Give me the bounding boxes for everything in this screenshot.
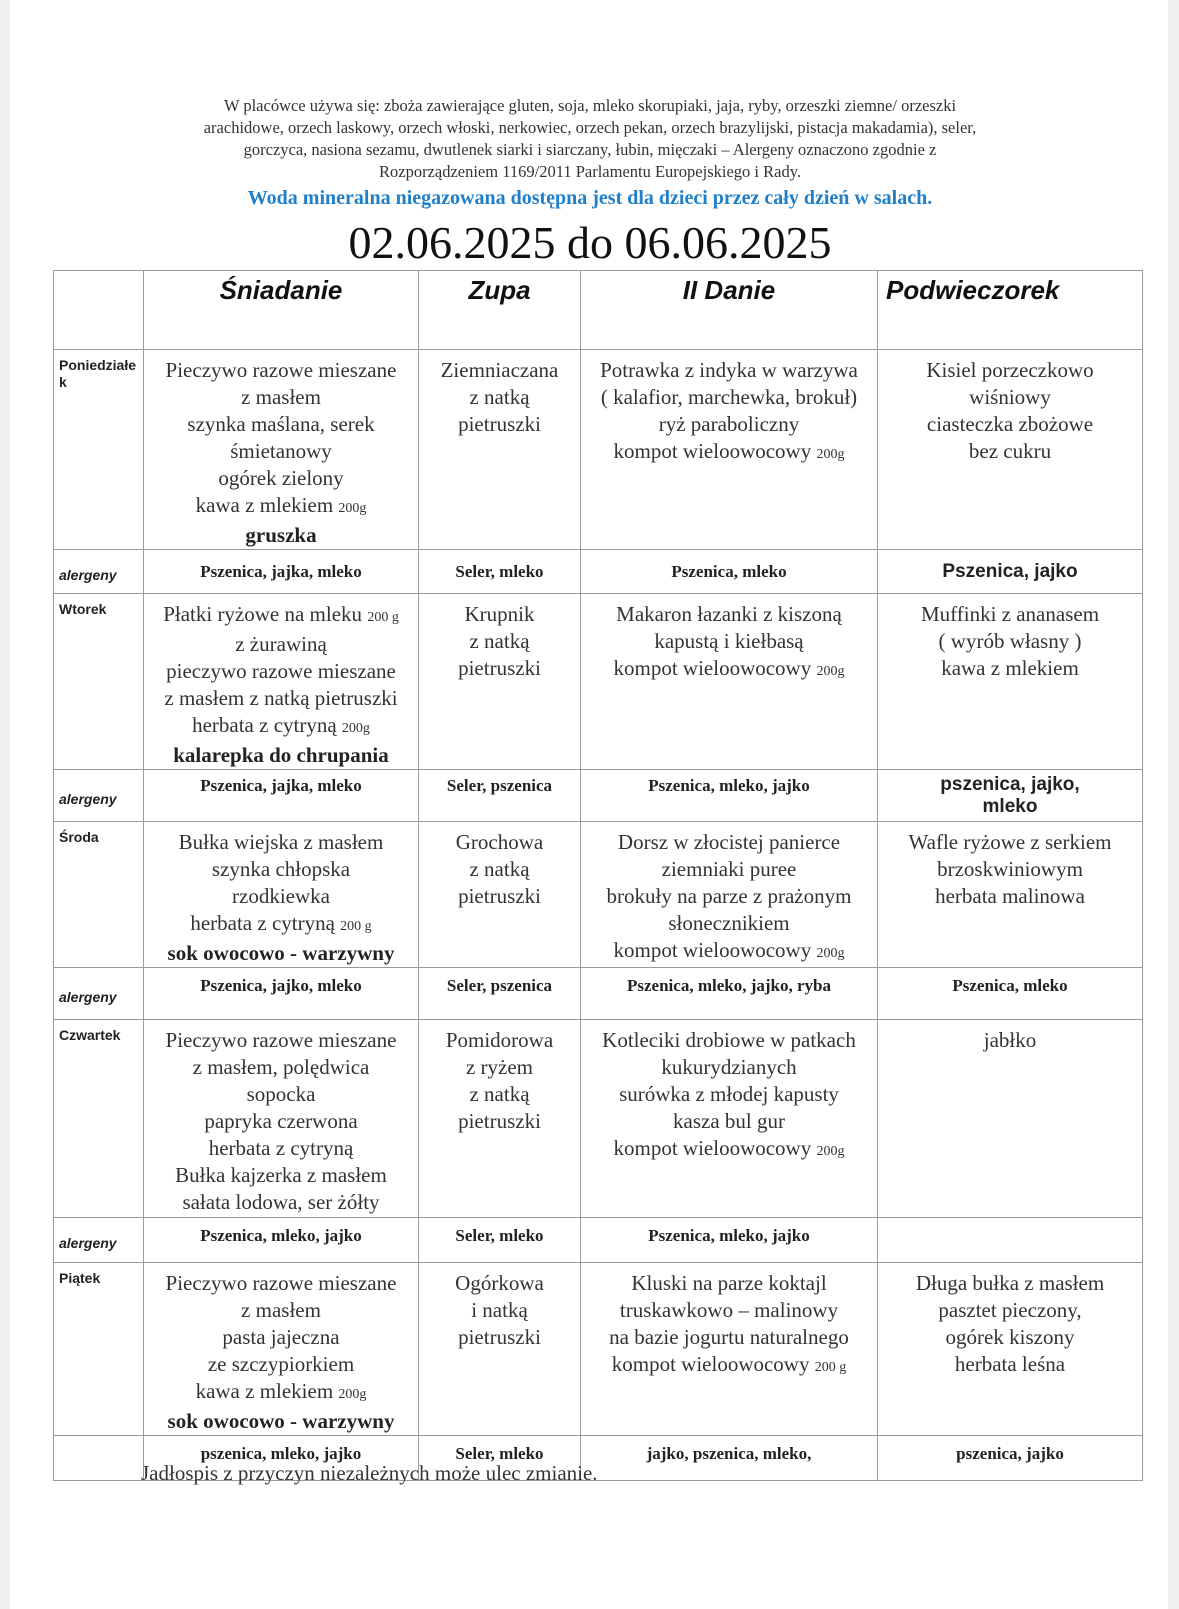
breakfast-cell — [144, 822, 419, 968]
menu-item — [581, 655, 877, 685]
col-soup-header: Zupa — [419, 271, 581, 350]
menu-item: pietruszki — [458, 1109, 541, 1133]
menu-item — [144, 601, 418, 631]
menu-item: sopocka — [246, 1082, 316, 1106]
allergen-cell: Pszenica, mleko, jajko, ryba — [581, 968, 878, 1020]
soup-cell — [419, 1020, 581, 1218]
snack-cell — [878, 594, 1143, 770]
allergen-cell: Pszenica, mleko — [878, 968, 1143, 1020]
table-row — [54, 594, 1143, 770]
day-label: Środa — [54, 822, 144, 968]
allergen-cell: Pszenica, jajka, mleko — [144, 770, 419, 822]
allergen-cell: Pszenica, mleko, jajko — [581, 1218, 878, 1263]
menu-item-text: kompot wieloowocowy — [613, 1136, 812, 1160]
menu-item-text: kawa z mlekiem — [195, 493, 334, 517]
portion-size: 200g — [338, 1387, 367, 1402]
menu-item: z natką — [469, 629, 530, 653]
menu-item-text: kawa z mlekiem — [195, 1379, 334, 1403]
menu-item: z masłem — [241, 385, 321, 409]
menu-item: brokuły na parze z prażonym — [606, 884, 852, 908]
date-range: 02.06.2025 do 06.06.2025 — [348, 217, 832, 268]
allergen-cell: Seler, mleko — [419, 550, 581, 594]
allergen-cell: Pszenica, jajko — [878, 550, 1143, 594]
breakfast-cell — [144, 594, 419, 770]
menu-item: surówka z młodej kapusty — [619, 1082, 839, 1106]
snack-cell — [878, 822, 1143, 968]
menu-item — [581, 438, 877, 468]
menu-item-text: kompot wieloowocowy — [613, 439, 812, 463]
menu-item: Kluski na parze koktajl — [631, 1271, 827, 1295]
table-row — [54, 1263, 1143, 1436]
header-empty-cell — [54, 271, 144, 350]
menu-item: kapustą i kiełbasą — [654, 629, 804, 653]
menu-item: ogórek kiszony — [945, 1325, 1075, 1349]
menu-item: kalarepka do chrupania — [173, 743, 389, 767]
menu-item: herbata malinowa — [935, 884, 1085, 908]
menu-item-text: kompot wieloowocowy — [613, 656, 812, 680]
menu-item: z natką — [469, 857, 530, 881]
menu-item-text: kompot wieloowocowy — [613, 938, 812, 962]
menu-item: ( wyrób własny ) — [938, 629, 1082, 653]
menu-item: na bazie jogurtu naturalnego — [609, 1325, 849, 1349]
allergen-cell — [878, 1218, 1143, 1263]
portion-size: 200g — [341, 721, 370, 736]
menu-item: truskawkowo – malinowy — [619, 1298, 839, 1322]
table-row — [54, 1020, 1143, 1218]
menu-item-text: Płatki ryżowe na mleku — [163, 602, 363, 626]
menu-item: sok owocowo - warzywny — [167, 941, 395, 965]
footer-note: Jadłospis z przyczyn niezależnych może ulec zmianie. — [141, 1461, 598, 1485]
col-snack-header: Podwieczorek — [878, 271, 1143, 350]
menu-item: śmietanowy — [230, 439, 332, 463]
menu-item: rzodkiewka — [232, 884, 330, 908]
menu-item: pasztet pieczony, — [938, 1298, 1082, 1322]
menu-item: Kotleciki drobiowe w patkach — [602, 1028, 856, 1052]
portion-size: 200 g — [814, 1360, 847, 1375]
menu-item: Muffinki z ananasem — [920, 602, 1100, 626]
menu-item: ze szczypiorkiem — [207, 1352, 355, 1376]
soup-cell — [419, 594, 581, 770]
day-label: Piątek — [54, 1263, 144, 1436]
menu-item: pieczywo razowe mieszane — [166, 659, 396, 683]
allergen-cell: Pszenica, mleko, jajko — [581, 770, 878, 822]
menu-item: z masłem — [241, 1298, 321, 1322]
menu-item: brzoskwiniowym — [937, 857, 1083, 881]
main-cell — [581, 350, 878, 550]
notice-line: gorczyca, nasiona sezamu, dwutlenek siarki i siarczany, łubin, mięczaki – Alergeny oznaczono zgodnie z — [243, 140, 937, 159]
soup-cell — [419, 350, 581, 550]
menu-item — [581, 937, 877, 967]
menu-item: z żurawiną — [235, 632, 327, 656]
portion-size: 200g — [816, 664, 845, 679]
allergen-row — [54, 968, 1143, 1020]
menu-item: Kisiel porzeczkowo — [926, 358, 1094, 382]
menu-item: ciasteczka zbożowe — [926, 412, 1094, 436]
menu-item: z masłem z natką pietruszki — [164, 686, 398, 710]
menu-item-text: herbata z cytryną — [192, 713, 337, 737]
menu-item: Bułka wiejska z masłem — [178, 830, 384, 854]
menu-item: i natką — [471, 1298, 528, 1322]
menu-item: słonecznikiem — [668, 911, 790, 935]
notice-line: arachidowe, orzech laskowy, orzech włoski, nerkowiec, orzech pekan, orzech brazylijski, pistacja makadamia), seler, — [203, 118, 977, 137]
allergen-row — [54, 770, 1143, 822]
day-label: Czwartek — [54, 1020, 144, 1218]
allergen-label: alergeny — [54, 770, 144, 822]
menu-item: Pomidorowa — [445, 1028, 554, 1052]
menu-item: Pieczywo razowe mieszane — [165, 358, 397, 382]
menu-item: z natką — [469, 1082, 530, 1106]
menu-item: Pieczywo razowe mieszane — [165, 1271, 397, 1295]
menu-item: szynka maślana, serek — [187, 412, 375, 436]
menu-item: z masłem, polędwica — [192, 1055, 370, 1079]
menu-item: Grochowa — [455, 830, 544, 854]
portion-size: 200g — [338, 501, 367, 516]
menu-item: ( kalafior, marchewka, brokuł) — [600, 385, 858, 409]
menu-item: wiśniowy — [969, 385, 1051, 409]
allergen-label: alergeny — [54, 968, 144, 1020]
menu-item: herbata z cytryną — [208, 1136, 354, 1160]
menu-item — [144, 1378, 418, 1408]
col-main-header: II Danie — [581, 271, 878, 350]
menu-item: Dorsz w złocistej panierce — [617, 830, 841, 854]
menu-item: pasta jajeczna — [222, 1325, 340, 1349]
menu-item: kawa z mlekiem — [941, 656, 1079, 680]
portion-size: 200 g — [340, 919, 372, 934]
allergen-cell: Seler, mleko — [419, 1436, 581, 1481]
snack-cell — [878, 1263, 1143, 1436]
allergen-row — [54, 550, 1143, 594]
breakfast-cell — [144, 1263, 419, 1436]
menu-item: ziemniaki puree — [661, 857, 797, 881]
menu-item: pietruszki — [458, 1325, 541, 1349]
menu-item: herbata leśna — [954, 1352, 1066, 1376]
menu-item: Krupnik — [464, 602, 535, 626]
allergen-label: alergeny — [54, 1218, 144, 1263]
menu-item: bez cukru — [968, 439, 1052, 463]
day-label: Poniedziałek — [54, 350, 144, 550]
snack-cell — [878, 1020, 1143, 1218]
menu-item: Wafle ryżowe z serkiem — [908, 830, 1112, 854]
allergen-text: mleko — [982, 796, 1038, 817]
menu-item: gruszka — [245, 523, 317, 547]
allergen-text: pszenica, jajko, — [940, 774, 1080, 795]
main-cell — [581, 822, 878, 968]
allergen-notice — [110, 95, 1070, 183]
menu-item: ogórek zielony — [218, 466, 344, 490]
menu-item: Makaron łazanki z kiszoną — [616, 602, 842, 626]
allergen-cell: Seler, pszenica — [419, 770, 581, 822]
snack-cell — [878, 350, 1143, 550]
allergen-cell: Pszenica, jajko, mleko — [144, 968, 419, 1020]
menu-item-text: herbata z cytryną — [190, 911, 335, 935]
allergen-cell: Pszenica, mleko — [581, 550, 878, 594]
menu-item — [144, 712, 418, 742]
menu-item — [581, 1351, 877, 1381]
menu-item: kasza bul gur — [673, 1109, 785, 1133]
allergen-cell: Seler, mleko — [419, 1218, 581, 1263]
water-notice: Woda mineralna niegazowana dostępna jest dla dzieci przez cały dzień w salach. — [247, 187, 933, 209]
menu-item: Pieczywo razowe mieszane — [165, 1028, 397, 1052]
allergen-cell: Pszenica, mleko, jajko — [144, 1218, 419, 1263]
breakfast-cell — [144, 350, 419, 550]
allergen-cell: pszenica, mleko, jajko — [144, 1436, 419, 1481]
allergen-cell: Pszenica, jajka, mleko — [144, 550, 419, 594]
menu-item — [581, 1135, 877, 1165]
menu-item: pietruszki — [458, 656, 541, 680]
menu-item: z natką — [469, 385, 530, 409]
main-cell — [581, 1263, 878, 1436]
table-row — [54, 822, 1143, 968]
allergen-row — [54, 1218, 1143, 1263]
menu-item: kukurydzianych — [661, 1055, 797, 1079]
allergen-label: alergeny — [54, 550, 144, 594]
allergen-cell: jajko, pszenica, mleko, — [581, 1436, 878, 1481]
menu-item: ryż paraboliczny — [658, 412, 800, 436]
table-row — [54, 350, 1143, 550]
portion-size: 200g — [816, 447, 845, 462]
allergen-cell — [878, 770, 1143, 822]
menu-item: szynka chłopska — [211, 857, 351, 881]
menu-item — [144, 492, 418, 522]
menu-item: jabłko — [983, 1028, 1037, 1052]
menu-item-text: kompot wieloowocowy — [611, 1352, 810, 1376]
day-label: Wtorek — [54, 594, 144, 770]
portion-size: 200g — [816, 1144, 845, 1159]
portion-size: 200g — [816, 946, 845, 961]
menu-item: Długa bułka z masłem — [915, 1271, 1105, 1295]
allergen-cell: Seler, pszenica — [419, 968, 581, 1020]
col-breakfast-header: Śniadanie — [144, 271, 419, 350]
menu-item — [144, 910, 418, 940]
menu-item: pietruszki — [458, 412, 541, 436]
menu-item: Ogórkowa — [455, 1271, 544, 1295]
notice-line: Rozporządzeniem 1169/2011 Parlamentu Europejskiego i Rady. — [378, 162, 801, 181]
notice-line: W placówce używa się: zboża zawierające gluten, soja, mleko skorupiaki, jaja, ryby, orzeszki ziemne/ orzeszki — [223, 96, 957, 115]
menu-item: Bułka kajzerka z masłem — [175, 1163, 387, 1187]
menu-item: pietruszki — [458, 884, 541, 908]
menu-item: sałata lodowa, ser żółty — [182, 1190, 380, 1214]
menu-item: papryka czerwona — [204, 1109, 358, 1133]
main-cell — [581, 1020, 878, 1218]
allergen-label — [54, 1436, 144, 1481]
menu-item: Ziemniaczana — [440, 358, 559, 382]
soup-cell — [419, 822, 581, 968]
menu-table — [53, 270, 1143, 1481]
main-cell — [581, 594, 878, 770]
menu-item: sok owocowo - warzywny — [167, 1409, 395, 1433]
allergen-cell: pszenica, jajko — [878, 1436, 1143, 1481]
soup-cell — [419, 1263, 581, 1436]
breakfast-cell — [144, 1020, 419, 1218]
menu-item: Potrawka z indyka w warzywa — [600, 358, 858, 382]
table-header-row — [54, 271, 1143, 350]
menu-item: z ryżem — [465, 1055, 534, 1079]
portion-size: 200 g — [367, 610, 399, 625]
